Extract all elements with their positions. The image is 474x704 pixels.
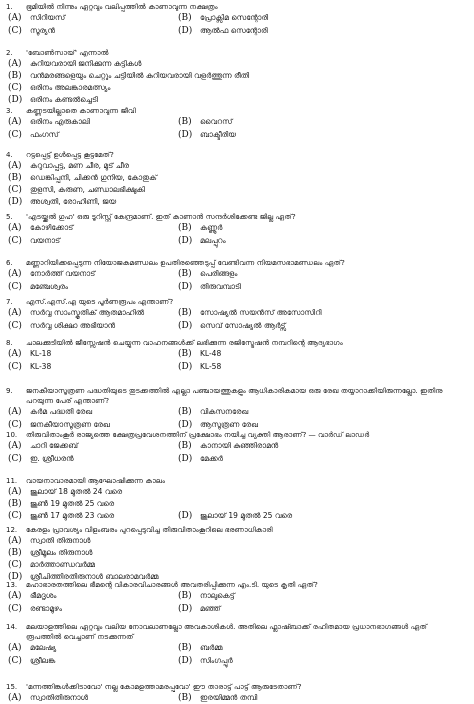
option-text: മാർത്താണ്ഡവർമ്മ bbox=[30, 560, 95, 569]
question-text: ജനകീയാസൂത്രണ പദ്ധതിയുടെ തുടക്കത്തിൽ എല്ലാ പഞ്ചായത്തുകളും ആധികാരികമായ ഒരു രേഖ തയ്യാറാക്കിയിരുന്നല്ലോ. ഇതിനു പറയുന്ന പേര് എന്താണ്? bbox=[26, 386, 443, 405]
option-label: (C) bbox=[8, 420, 22, 430]
option-text: ശ്രീചിത്തിരതിരുനാൾ ബാലരാമവർമ്മ bbox=[30, 572, 159, 581]
question-text: മഹാഭാരതത്തിലെ ഭീമന്റെ വികാരവിചാരങ്ങൾ അവതരിപ്പിക്കുന്ന എം.ടി. യുടെ കൃതി ഏത്? bbox=[26, 580, 318, 589]
option-text: നോർത്ത് വയനാട് bbox=[30, 269, 96, 278]
option-label: (B) bbox=[178, 643, 192, 653]
answer-option bbox=[8, 160, 129, 172]
option-label: (D) bbox=[178, 656, 193, 666]
option-text: ഇ. ശ്രീധരൻ bbox=[30, 454, 74, 463]
answer-option bbox=[8, 82, 110, 94]
answer-option bbox=[8, 94, 98, 106]
answer-option bbox=[8, 486, 122, 498]
option-text: KL-38 bbox=[30, 362, 52, 371]
option-label: (B) bbox=[8, 71, 22, 81]
option-label: (A) bbox=[8, 269, 22, 279]
option-label: (A) bbox=[8, 693, 22, 703]
answer-option bbox=[178, 12, 268, 24]
option-text: KL-18 bbox=[30, 349, 52, 358]
question-number: 13. bbox=[6, 581, 18, 589]
option-text: ആസൂത്രണ രേഖ bbox=[200, 420, 258, 429]
answer-option bbox=[178, 268, 237, 280]
answer-option bbox=[8, 58, 141, 70]
option-label: (C) bbox=[8, 321, 22, 331]
option-label: (D) bbox=[178, 362, 193, 372]
option-label: (B) bbox=[178, 693, 192, 703]
answer-option bbox=[8, 535, 90, 547]
answer-option bbox=[8, 235, 60, 247]
option-label: (C) bbox=[8, 454, 22, 464]
option-label: (A) bbox=[8, 487, 22, 497]
option-text: ജൂലായ് 19 മുതൽ 25 വരെ bbox=[200, 511, 293, 520]
option-text: സർവ്വ ശിക്ഷാ അഭിയാൻ bbox=[30, 321, 116, 330]
option-text: തുളസി, കരുണ, ചണ്ഡാലഭിക്ഷുകി bbox=[30, 185, 145, 194]
option-text: കുറിയവരായി ജനിക്കുന്ന കുട്ടികൾ bbox=[30, 59, 142, 68]
option-text: ബാക്ടീരിയ bbox=[200, 130, 236, 139]
option-label: (B) bbox=[8, 548, 22, 558]
question-number: 2. bbox=[6, 49, 13, 57]
question-number: 7. bbox=[6, 298, 13, 306]
option-label: (C) bbox=[8, 560, 22, 570]
option-text: സൂര്യൻ bbox=[30, 26, 55, 35]
question-number: 6. bbox=[6, 259, 13, 267]
answer-option bbox=[178, 307, 321, 319]
option-label: (B) bbox=[178, 223, 192, 233]
option-text: ഒരിനം കണ്ടൽച്ചെടി bbox=[30, 95, 98, 104]
option-text: പെരിങ്ങളം bbox=[200, 269, 238, 278]
answer-option bbox=[8, 12, 65, 24]
question-number: 15. bbox=[6, 683, 18, 691]
question-text: മലയാളത്തിലെ ഏറ്റവും വലിയ നോവലാണല്ലോ അവകാശികൾ. അതിലെ ഫ്ലാഷ്ബാക്ക് രഹിതമായ പ്രധാനഭാഗങ്ങൾ ഏത് രൂപത്തിൽ വെച്ചാണ് നടക്കുന്നത് bbox=[26, 622, 427, 641]
option-text: ഒരിനം അലങ്കാരമത്സ്യം bbox=[30, 83, 111, 92]
option-text: മലേഷ്യ bbox=[30, 643, 57, 652]
answer-option bbox=[8, 184, 145, 196]
option-text: ഭീമദൃശം bbox=[30, 591, 57, 600]
option-text: ഡെങ്കിപ്പനി, ചിക്കൻ ഗുനിയ, കോതുക് bbox=[30, 173, 157, 182]
option-label: (B) bbox=[178, 308, 192, 318]
option-label: (B) bbox=[8, 499, 22, 509]
option-text: KL-58 bbox=[200, 362, 222, 371]
option-label: (B) bbox=[178, 591, 192, 601]
option-label: (C) bbox=[8, 185, 22, 195]
option-label: (D) bbox=[178, 321, 193, 331]
option-text: അശ്വതി, രോഹിണി, ജയ bbox=[30, 197, 117, 206]
option-label: (C) bbox=[8, 282, 22, 292]
answer-option bbox=[8, 361, 51, 373]
question-number: 9. bbox=[6, 387, 13, 395]
answer-option bbox=[178, 361, 221, 373]
option-label: (B) bbox=[178, 269, 192, 279]
option-text: കണ്ണൂർ bbox=[200, 223, 223, 232]
option-text: വൈറസ് bbox=[200, 117, 233, 126]
option-label: (C) bbox=[8, 236, 22, 246]
answer-option bbox=[178, 235, 226, 247]
option-text: വയനാട് bbox=[30, 236, 61, 245]
question-text: കേരളം പ്രാവശ്യം വിളംബരം പുറപ്പെടുവിച്ച തിരുവിതാംകൂറിലെ ഭരണാധികാരി bbox=[26, 525, 273, 534]
option-text: വികസനരേഖ bbox=[200, 407, 249, 416]
answer-option bbox=[178, 129, 236, 141]
answer-option bbox=[178, 348, 221, 360]
answer-option bbox=[8, 453, 74, 465]
answer-option bbox=[8, 268, 95, 280]
option-text: കാനായി കുഞ്ഞിരാമൻ bbox=[200, 441, 279, 450]
answer-option bbox=[8, 510, 114, 522]
option-label: (A) bbox=[8, 591, 22, 601]
answer-option bbox=[8, 222, 73, 234]
answer-option bbox=[8, 590, 56, 602]
answer-option bbox=[178, 510, 292, 522]
option-label: (D) bbox=[178, 26, 193, 36]
question-text: എസ്.എസ്.എ യുടെ പൂർണരൂപം എന്താണ്? bbox=[26, 297, 174, 306]
option-text: മഞ്ഞ് bbox=[200, 604, 221, 613]
question-text: കണ്ണടയില്ലാതെ കാണാവുന്ന ജീവി bbox=[26, 106, 136, 115]
option-text: മഞ്ചേശ്വരം bbox=[30, 282, 69, 291]
option-label: (D) bbox=[178, 454, 193, 464]
option-text: മലപ്പുറം bbox=[200, 236, 226, 245]
question-text: വായനാവാരമായി ആഘോഷിക്കുന്ന കാലം bbox=[26, 476, 166, 485]
option-label: (A) bbox=[8, 117, 22, 127]
question-text: ഭൂമിയിൽ നിന്നും ഏറ്റവും വലിപ്പത്തിൽ കാണാവുന്ന നക്ഷത്രം bbox=[26, 2, 218, 11]
option-text: ഇരയിമ്മൻ തമ്പി bbox=[200, 693, 258, 702]
option-text: സർവ്വ സാംസ്കൃതിക് ആതമാഹിൽ bbox=[30, 308, 145, 317]
option-label: (C) bbox=[8, 656, 22, 666]
question-text: തിരുവിതാംകൂർ രാജ്യത്തെ ക്ഷേത്രപ്രവേശനത്തിന് പ്രക്ഷോഭം നയിച്ച വ്യക്തി ആരാണ്? — വാർഡ് ലാഡർ bbox=[26, 430, 370, 439]
option-label: (A) bbox=[8, 536, 22, 546]
option-text: വൻമരങ്ങളെയും ചെറ്റും ചട്ടിയിൽ കുറിയവരായി വളർത്തുന്ന രീതി bbox=[30, 71, 250, 80]
option-label: (B) bbox=[178, 13, 192, 23]
question-text: ചാലക്കുടിയിൽ ജീസ്സേഷൻ ചെയ്യുന്ന വാഹനങ്ങൾക്ക് ലഭിക്കുന്ന രജിസ്ട്രേഷൻ നമ്പറിന്റെ ആദ്യഭാഗം bbox=[26, 338, 343, 347]
option-label: (A) bbox=[8, 161, 22, 171]
option-text: ബർമ്മ bbox=[200, 643, 223, 652]
option-text: സെവ് സോഷ്യൽ ആർട്സ് bbox=[200, 321, 286, 330]
option-label: (C) bbox=[8, 604, 22, 614]
answer-option bbox=[178, 692, 257, 704]
option-label: (A) bbox=[8, 308, 22, 318]
question-number: 3. bbox=[6, 107, 13, 115]
option-label: (B) bbox=[178, 441, 192, 451]
option-label: (B) bbox=[178, 407, 192, 417]
answer-option bbox=[178, 440, 278, 452]
answer-option bbox=[8, 281, 68, 293]
option-label: (D) bbox=[178, 420, 193, 430]
answer-option bbox=[178, 281, 241, 293]
answer-option bbox=[8, 172, 157, 184]
option-label: (C) bbox=[8, 130, 22, 140]
question-text: 'എടയ്ക്കൽ ഗുഹ' ഒരു ടൂറിസ്റ്റ് കേന്ദ്രമാണ്. ഇത് കാണാൻ സന്ദർശിക്കേണ്ട ജില്ല ഏത്? bbox=[26, 212, 296, 221]
answer-option bbox=[178, 406, 248, 418]
answer-option bbox=[8, 692, 88, 704]
question-number: 8. bbox=[6, 339, 13, 347]
answer-option bbox=[178, 25, 268, 37]
option-label: (B) bbox=[178, 349, 192, 359]
answer-option bbox=[178, 642, 222, 654]
answer-option bbox=[8, 440, 78, 452]
option-text: ഫംഗസ് bbox=[30, 130, 59, 139]
answer-option bbox=[8, 320, 115, 332]
option-label: (D) bbox=[178, 282, 193, 292]
answer-option bbox=[8, 348, 51, 360]
option-label: (C) bbox=[8, 362, 22, 372]
question-text: 'മന്നത്തിങ്കൾക്കിടാവോ' നല്ല കോമളത്താമരപ്പൂവോ' ഈ താരാട്ട് പാട്ട് ആരുടേതാണ്? bbox=[26, 682, 302, 691]
answer-option bbox=[8, 498, 114, 510]
question-number: 4. bbox=[6, 151, 13, 159]
answer-option bbox=[8, 406, 92, 418]
option-text: സ്വാതിതിരുനാൾ bbox=[30, 693, 89, 702]
option-text: കർമ പദ്ധതി രേഖ bbox=[30, 407, 93, 416]
option-text: ഒരിനം എരുകാലി bbox=[30, 117, 90, 126]
option-text: തിരുവമ്പാടി bbox=[200, 282, 241, 291]
option-label: (C) bbox=[8, 511, 22, 521]
option-label: (A) bbox=[8, 349, 22, 359]
question-text: 'ബോൺസായ്' എന്നാൽ bbox=[26, 48, 109, 57]
option-label: (B) bbox=[178, 117, 192, 127]
option-text: സ്വാതി തിരുനാൾ bbox=[30, 536, 91, 545]
option-text: ജനകീയാസൂത്രണ രേഖ bbox=[30, 420, 110, 429]
option-label: (B) bbox=[8, 173, 22, 183]
answer-option bbox=[178, 590, 235, 602]
option-label: (D) bbox=[178, 236, 193, 246]
answer-option bbox=[8, 116, 90, 128]
answer-option bbox=[178, 320, 286, 332]
answer-option bbox=[8, 196, 116, 208]
option-text: കോഴിക്കോട് bbox=[30, 223, 74, 232]
answer-option bbox=[178, 655, 233, 667]
option-text: മേക്കർ bbox=[200, 454, 223, 463]
question-number: 11. bbox=[6, 477, 18, 485]
option-label: (C) bbox=[8, 83, 22, 93]
answer-option bbox=[178, 116, 232, 128]
answer-option bbox=[178, 222, 222, 234]
answer-option bbox=[8, 70, 249, 82]
answer-option bbox=[8, 642, 56, 654]
option-text: ശ്രീലങ്ക bbox=[30, 656, 56, 665]
question-text: റട്ടപ്പെട്ട് ഉൾപ്പെട്ട കൂട്ടമേത്? bbox=[26, 150, 114, 159]
question-number: 1. bbox=[6, 3, 13, 11]
option-label: (D) bbox=[178, 604, 193, 614]
option-label: (D) bbox=[178, 130, 193, 140]
option-label: (A) bbox=[8, 223, 22, 233]
answer-option bbox=[8, 25, 55, 37]
option-label: (D) bbox=[178, 511, 193, 521]
option-label: (A) bbox=[8, 13, 22, 23]
option-text: ജൂലായ് 18 മുതൽ 24 വരെ bbox=[30, 487, 123, 496]
option-label: (D) bbox=[8, 572, 23, 582]
answer-option bbox=[8, 603, 62, 615]
question-number: 14. bbox=[6, 623, 18, 631]
option-label: (A) bbox=[8, 59, 22, 69]
answer-option bbox=[178, 453, 223, 465]
option-text: സോഷ്യൽ സയൻസ് അസോസിറി bbox=[200, 308, 322, 317]
question-number: 10. bbox=[6, 431, 18, 439]
option-text: നാലുകെട്ട് bbox=[200, 591, 235, 600]
question-number: 12. bbox=[6, 526, 18, 534]
option-text: പ്രോക്സിമ സെന്റോരി bbox=[200, 13, 269, 22]
answer-option bbox=[8, 129, 59, 141]
option-label: (D) bbox=[8, 95, 23, 105]
option-text: സിറിയസ് bbox=[30, 13, 66, 22]
option-text: ജൂൺ 19 മുതൽ 25 വരെ bbox=[30, 499, 115, 508]
answer-option bbox=[8, 547, 92, 559]
option-text: ശ്രീമൂലം തിരുനാൾ bbox=[30, 548, 93, 557]
option-text: രണ്ടാമൂഴം bbox=[30, 604, 62, 613]
answer-option bbox=[178, 603, 221, 615]
option-text: കറുവാപ്പട്ട, മണ ചീര, മുട് ചീര bbox=[30, 161, 130, 170]
option-text: സിംഗപ്പൂർ bbox=[200, 656, 233, 665]
option-text: ചാറി ജേക്കബ് bbox=[30, 441, 78, 450]
question-number: 5. bbox=[6, 213, 13, 221]
question-text: മണ്ണാറിയിക്കപ്പെടുന്ന നിയോജകമണ്ഡലം ഉപതിരഞ്ഞെടുപ്പ് വേണ്ടിവന്ന നിയമസഭാമണ്ഡലം ഏത്? bbox=[26, 258, 345, 267]
option-label: (A) bbox=[8, 407, 22, 417]
answer-option bbox=[8, 655, 55, 667]
option-text: ആൽഫ സെന്റോരി bbox=[200, 26, 268, 35]
option-label: (A) bbox=[8, 643, 22, 653]
answer-option bbox=[8, 307, 144, 319]
option-label: (D) bbox=[8, 197, 23, 207]
answer-option bbox=[8, 559, 95, 571]
option-label: (A) bbox=[8, 441, 22, 451]
option-text: KL-48 bbox=[200, 349, 222, 358]
option-label: (C) bbox=[8, 26, 22, 36]
option-text: ജൂൺ 17 മുതൽ 23 വരെ bbox=[30, 511, 115, 520]
